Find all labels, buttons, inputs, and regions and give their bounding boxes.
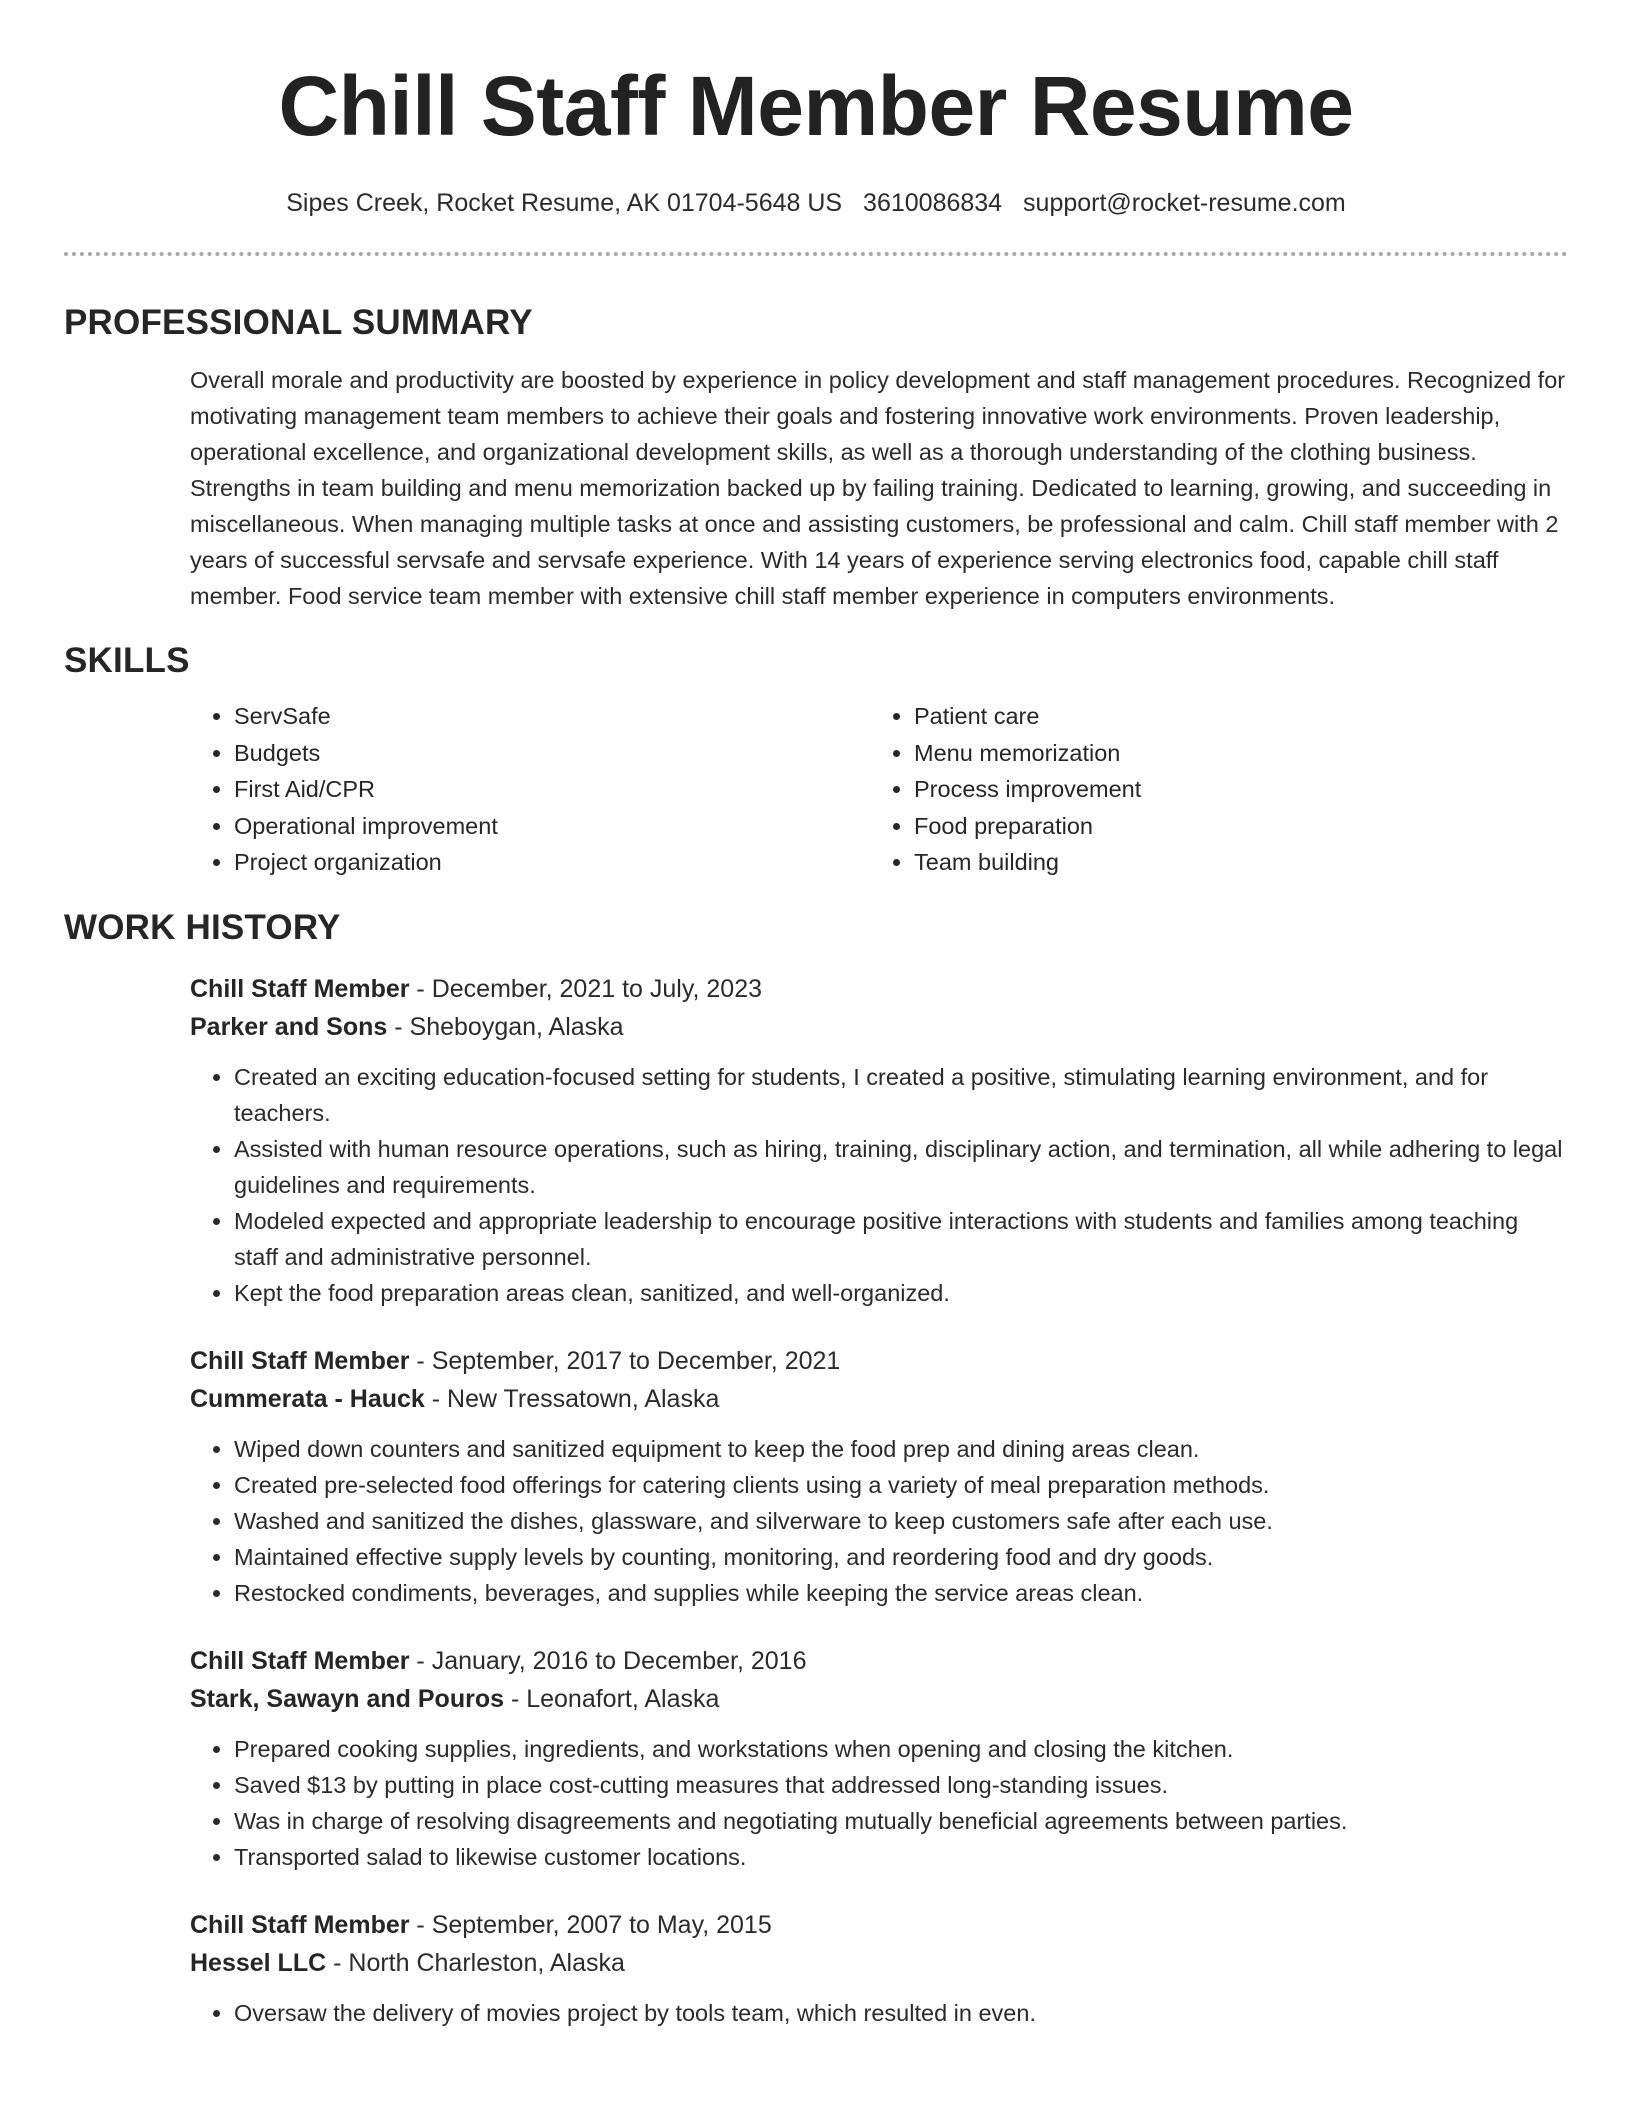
summary-heading: PROFESSIONAL SUMMARY — [64, 303, 533, 342]
job-title-line — [190, 971, 1568, 1007]
job-dates: - January, 2016 to December, 2016 — [409, 1646, 807, 1675]
skill-item: • Project organization — [234, 844, 870, 881]
job-company: Parker and Sons — [190, 1012, 388, 1041]
job-bullets — [190, 1731, 1568, 1875]
job-location: - Sheboygan, Alaska — [387, 1012, 624, 1041]
job-title: Chill Staff Member — [190, 1646, 410, 1675]
job-company: Hessel LLC — [190, 1948, 327, 1977]
job-title: Chill Staff Member — [190, 1910, 410, 1939]
job-bullet: • Maintained effective supply levels by counting, monitoring, and reordering food and dry goods. — [234, 1539, 1568, 1575]
skills-column-right — [870, 698, 1141, 881]
contact-email: support@rocket-resume.com — [1023, 189, 1346, 217]
job-company-line — [190, 1379, 1568, 1419]
job-bullet: • Wiped down counters and sanitized equipment to keep the food prep and dining areas clean. — [234, 1431, 1568, 1467]
work-history-heading: WORK HISTORY — [64, 907, 341, 947]
job-bullet: • Restocked condiments, beverages, and supplies while keeping the service areas clean. — [234, 1575, 1568, 1611]
job-bullet: • Kept the food preparation areas clean, sanitized, and well-organized. — [234, 1275, 1568, 1311]
resume-header — [0, 0, 1632, 218]
job-bullet: • Modeled expected and appropriate leadership to encourage positive interactions with students and families among teaching staff and administrative personnel. — [234, 1203, 1568, 1275]
job-bullet: • Was in charge of resolving disagreements and negotiating mutually beneficial agreements between parties. — [234, 1803, 1568, 1839]
job-bullets — [190, 1995, 1568, 2031]
job-title-line — [190, 1343, 1568, 1379]
job-company-line — [190, 1943, 1568, 1983]
job-entry — [190, 1343, 1568, 1611]
job-bullets — [190, 1059, 1568, 1311]
job-company: Stark, Sawayn and Pouros — [190, 1684, 504, 1713]
skill-item: • Budgets — [234, 735, 870, 772]
resume-title: Chill Staff Member Resume — [278, 59, 1354, 153]
job-dates: - September, 2017 to December, 2021 — [409, 1346, 841, 1375]
skill-item: • Food preparation — [914, 808, 1141, 845]
skill-item: • Process improvement — [914, 771, 1141, 808]
job-bullet: • Washed and sanitized the dishes, glassware, and silverware to keep customers safe after each use. — [234, 1503, 1568, 1539]
skill-item: • Patient care — [914, 698, 1141, 735]
summary-text: Overall morale and productivity are boosted by experience in policy development and staff management procedures. Recognized for motivating management team members to achieve their goals and fostering innovative work environments. Proven leadership, operational excellence, and organizational development skills, as well as a thorough understanding of the clothing business. Strengths in team building and menu memorization backed up by failing training. Dedicated to learning, growing, and succeeding in miscellaneous. When managing multiple tasks at once and assisting customers, be professional and calm. Chill staff member with 2 years of successful servsafe and servsafe experience. With 14 years of experience serving electronics food, capable chill staff member. Food service team member with extensive chill staff member experience in computers environments. — [190, 367, 1566, 609]
job-entry — [190, 971, 1568, 1311]
skills-heading: SKILLS — [64, 641, 190, 680]
header-divider — [64, 252, 1568, 256]
contact-line — [0, 188, 1632, 218]
skill-item: • Operational improvement — [234, 808, 870, 845]
contact-address: Sipes Creek, Rocket Resume, AK 01704-5648 US — [286, 189, 843, 217]
contact-phone: 3610086834 — [863, 189, 1003, 217]
job-title-line — [190, 1643, 1568, 1679]
skill-item: • ServSafe — [234, 698, 870, 735]
skills-list — [190, 698, 1568, 881]
job-entry — [190, 1643, 1568, 1875]
job-dates: - September, 2007 to May, 2015 — [409, 1910, 772, 1939]
job-entry — [190, 1907, 1568, 2031]
job-bullet: • Transported salad to likewise customer locations. — [234, 1839, 1568, 1875]
job-title: Chill Staff Member — [190, 1346, 410, 1375]
skill-item: • Team building — [914, 844, 1141, 881]
skill-item: • Menu memorization — [914, 735, 1141, 772]
job-company: Cummerata - Hauck — [190, 1384, 425, 1413]
job-company-line — [190, 1007, 1568, 1047]
job-company-line — [190, 1679, 1568, 1719]
job-bullet: • Assisted with human resource operations, such as hiring, training, disciplinary action, and termination, all while adhering to legal guidelines and requirements. — [234, 1131, 1568, 1203]
job-bullet: • Saved $13 by putting in place cost-cutting measures that addressed long-standing issues. — [234, 1767, 1568, 1803]
job-bullet: • Prepared cooking supplies, ingredients, and workstations when opening and closing the kitchen. — [234, 1731, 1568, 1767]
job-location: - New Tressatown, Alaska — [424, 1384, 720, 1413]
skills-column-left — [190, 698, 870, 881]
skill-item: • First Aid/CPR — [234, 771, 870, 808]
job-location: - Leonafort, Alaska — [504, 1684, 720, 1713]
job-dates: - December, 2021 to July, 2023 — [409, 974, 762, 1003]
job-location: - North Charleston, Alaska — [326, 1948, 625, 1977]
job-bullet: • Created an exciting education-focused setting for students, I created a positive, stimulating learning environment, and for teachers. — [234, 1059, 1568, 1131]
job-bullets — [190, 1431, 1568, 1611]
job-bullet: • Created pre-selected food offerings for catering clients using a variety of meal preparation methods. — [234, 1467, 1568, 1503]
job-title-line — [190, 1907, 1568, 1943]
job-title: Chill Staff Member — [190, 974, 410, 1003]
job-bullet: • Oversaw the delivery of movies project by tools team, which resulted in even. — [234, 1995, 1568, 2031]
